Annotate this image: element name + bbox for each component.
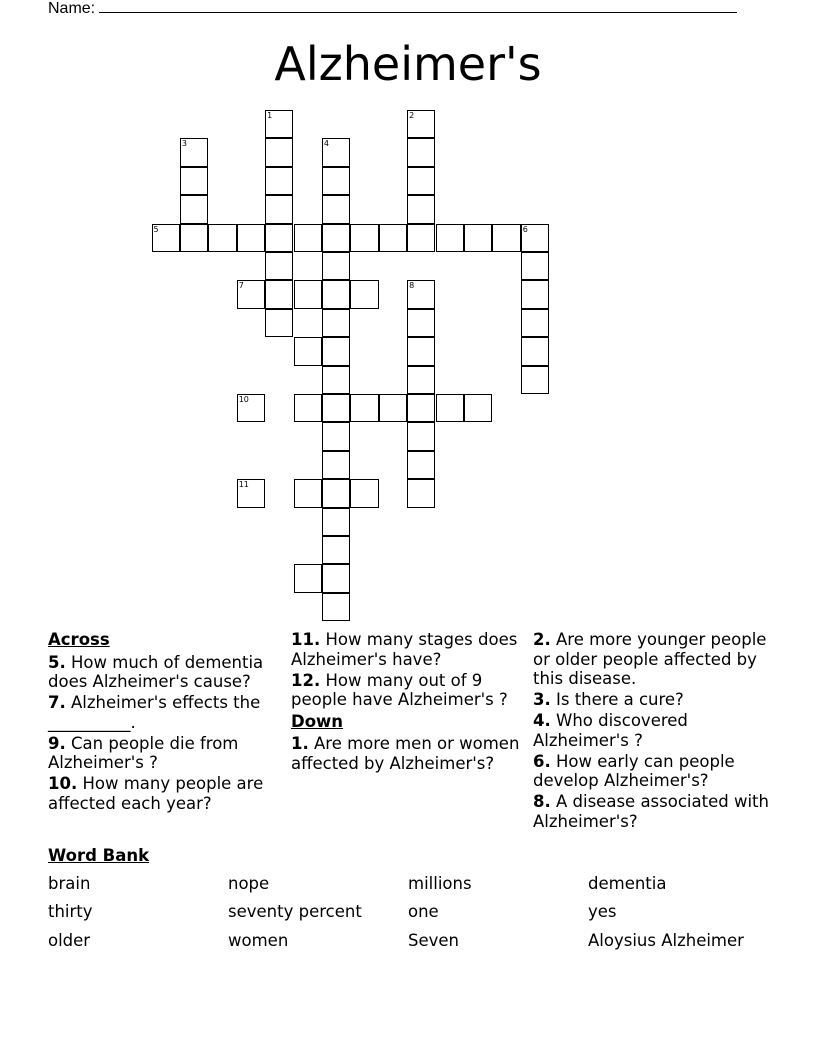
grid-cell[interactable] [265, 224, 293, 252]
grid-cell[interactable] [407, 451, 435, 479]
clue-down-1 [291, 734, 527, 773]
clues-column-3 [533, 630, 773, 833]
clue-down-3 [533, 690, 773, 710]
grid-cell[interactable] [237, 394, 265, 422]
clue-number: 11. [291, 630, 321, 649]
clue-across-10 [48, 774, 284, 813]
clue-text: How early can people develop Alzheimer's? [533, 751, 735, 790]
grid-cell[interactable] [322, 508, 350, 536]
page-title: Alzheimer's [274, 37, 542, 91]
grid-cell[interactable] [407, 422, 435, 450]
clue-number-label: 6 [522, 224, 528, 234]
clue-text: Are more younger people or older people affected by this disease. [533, 630, 767, 688]
grid-cell[interactable] [180, 224, 208, 252]
word-bank-item: older [48, 931, 91, 950]
grid-cell[interactable] [208, 224, 236, 252]
clue-number: 5. [48, 652, 66, 672]
clue-text: How much of dementia does Alzheimer's cause? [48, 652, 264, 691]
grid-cell[interactable] [436, 224, 464, 252]
clue-text: Is there a cure? [556, 690, 684, 709]
grid-cell[interactable] [521, 337, 549, 365]
grid-cell[interactable] [237, 280, 265, 308]
grid-cell[interactable] [322, 252, 350, 280]
grid-cell[interactable] [521, 224, 549, 252]
grid-cell[interactable] [265, 280, 293, 308]
grid-cell[interactable] [322, 564, 350, 592]
grid-cell[interactable] [265, 138, 293, 166]
grid-cell[interactable] [265, 167, 293, 195]
grid-cell[interactable] [407, 195, 435, 223]
grid-cell[interactable] [237, 479, 265, 507]
grid-cell[interactable] [322, 593, 350, 621]
clue-number: 9. [48, 733, 66, 753]
clue-number-label: 2 [409, 111, 415, 120]
grid-cell[interactable] [180, 167, 208, 195]
grid-cell[interactable] [407, 110, 435, 138]
grid-cell[interactable] [294, 337, 322, 365]
clue-text: Can people die from Alzheimer's ? [48, 733, 239, 772]
grid-cell[interactable] [379, 394, 407, 422]
grid-cell[interactable] [265, 252, 293, 280]
grid-cell[interactable] [350, 394, 378, 422]
grid-cell[interactable] [322, 195, 350, 223]
grid-cell[interactable] [294, 394, 322, 422]
clue-number-label: 8 [409, 281, 415, 291]
grid-cell[interactable] [322, 309, 350, 337]
grid-cell[interactable] [265, 195, 293, 223]
clues-column-1 [48, 630, 284, 815]
grid-cell[interactable] [350, 479, 378, 507]
grid-cell[interactable] [407, 138, 435, 166]
clue-across-11 [291, 630, 527, 669]
clue-number-label: 3 [181, 139, 187, 149]
clue-down-8 [533, 792, 773, 831]
grid-cell[interactable] [379, 224, 407, 252]
clue-down-6 [533, 752, 773, 791]
grid-cell[interactable] [294, 280, 322, 308]
clue-text: Alzheimer's effects the __________. [48, 693, 261, 732]
word-bank-item: women [228, 931, 289, 950]
grid-cell[interactable] [407, 224, 435, 252]
grid-cell[interactable] [322, 366, 350, 394]
grid-cell[interactable] [407, 366, 435, 394]
grid-cell[interactable] [407, 479, 435, 507]
grid-cell[interactable] [492, 224, 520, 252]
grid-cell[interactable] [294, 479, 322, 507]
grid-cell[interactable] [322, 451, 350, 479]
clue-number-label: 1 [267, 111, 273, 120]
grid-cell[interactable] [407, 167, 435, 195]
grid-cell[interactable] [152, 224, 180, 252]
word-bank-item: yes [588, 902, 617, 921]
clue-number: 12. [291, 670, 321, 690]
clue-number: 4. [533, 711, 551, 730]
word-bank-item: brain [48, 874, 91, 893]
grid-cell[interactable] [436, 394, 464, 422]
grid-cell[interactable] [180, 138, 208, 166]
word-bank-item: millions [408, 874, 472, 893]
word-bank-item: dementia [588, 874, 667, 893]
word-bank-item: Seven [408, 931, 459, 950]
grid-cell[interactable] [322, 167, 350, 195]
clue-number: 7. [48, 693, 66, 712]
grid-cell[interactable] [265, 309, 293, 337]
clue-across-7 [48, 693, 284, 732]
clue-number: 10. [48, 774, 78, 793]
clue-number: 6. [533, 751, 551, 771]
grid-cell[interactable] [407, 394, 435, 422]
across-heading: Across [48, 630, 110, 649]
clue-number: 8. [533, 792, 551, 811]
clue-number-label: 7 [238, 281, 244, 291]
grid-cell[interactable] [322, 422, 350, 450]
grid-cell[interactable] [322, 394, 350, 422]
clue-number-label: 5 [153, 224, 159, 234]
word-bank-item: seventy percent [228, 902, 362, 921]
grid-cell[interactable] [350, 280, 378, 308]
grid-cell[interactable] [237, 224, 265, 252]
grid-cell[interactable] [265, 110, 293, 138]
clues-column-2 [291, 630, 527, 775]
clue-number-label: 4 [323, 139, 329, 149]
grid-cell[interactable] [322, 536, 350, 564]
grid-cell[interactable] [407, 309, 435, 337]
word-bank-item: one [408, 902, 439, 921]
clue-text: How many out of 9 people have Alzheimer's ? [291, 670, 508, 709]
name-label: Name: [48, 0, 96, 17]
clue-number-label: 11 [238, 480, 249, 490]
grid-cell[interactable] [407, 337, 435, 365]
clue-text: How many people are affected each year? [48, 774, 264, 813]
clue-across-12 [291, 671, 527, 710]
word-bank-item: thirty [48, 902, 93, 921]
clue-down-2 [533, 630, 773, 689]
grid-cell[interactable] [322, 280, 350, 308]
grid-cell[interactable] [521, 366, 549, 394]
word-bank-heading: Word Bank [48, 846, 150, 865]
grid-cell[interactable] [322, 224, 350, 252]
clue-number-label: 10 [238, 395, 249, 404]
grid-cell[interactable] [180, 195, 208, 223]
grid-cell[interactable] [294, 564, 322, 592]
clue-across-5 [48, 653, 284, 692]
grid-cell[interactable] [521, 309, 549, 337]
grid-cell[interactable] [521, 252, 549, 280]
clue-number: 1. [291, 734, 309, 753]
grid-cell[interactable] [294, 224, 322, 252]
grid-cell[interactable] [322, 138, 350, 166]
clue-down-4 [533, 711, 773, 750]
grid-cell[interactable] [521, 280, 549, 308]
word-bank-item: nope [228, 874, 270, 893]
grid-cell[interactable] [322, 479, 350, 507]
word-bank-item: Aloysius Alzheimer [588, 931, 744, 950]
grid-cell[interactable] [350, 224, 378, 252]
clue-number: 2. [533, 630, 551, 649]
clue-text: Who discovered Alzheimer's ? [533, 711, 688, 750]
clue-text: Are more men or women affected by Alzheimer's? [291, 734, 520, 773]
down-heading: Down [291, 711, 344, 731]
grid-cell[interactable] [464, 394, 492, 422]
grid-cell[interactable] [322, 337, 350, 365]
clue-across-9 [48, 734, 284, 773]
clue-number: 3. [533, 690, 551, 709]
clue-text: How many stages does Alzheimer's have? [291, 630, 518, 669]
grid-cell[interactable] [407, 280, 435, 308]
grid-cell[interactable] [464, 224, 492, 252]
clue-text: A disease associated with Alzheimer's? [533, 792, 769, 831]
